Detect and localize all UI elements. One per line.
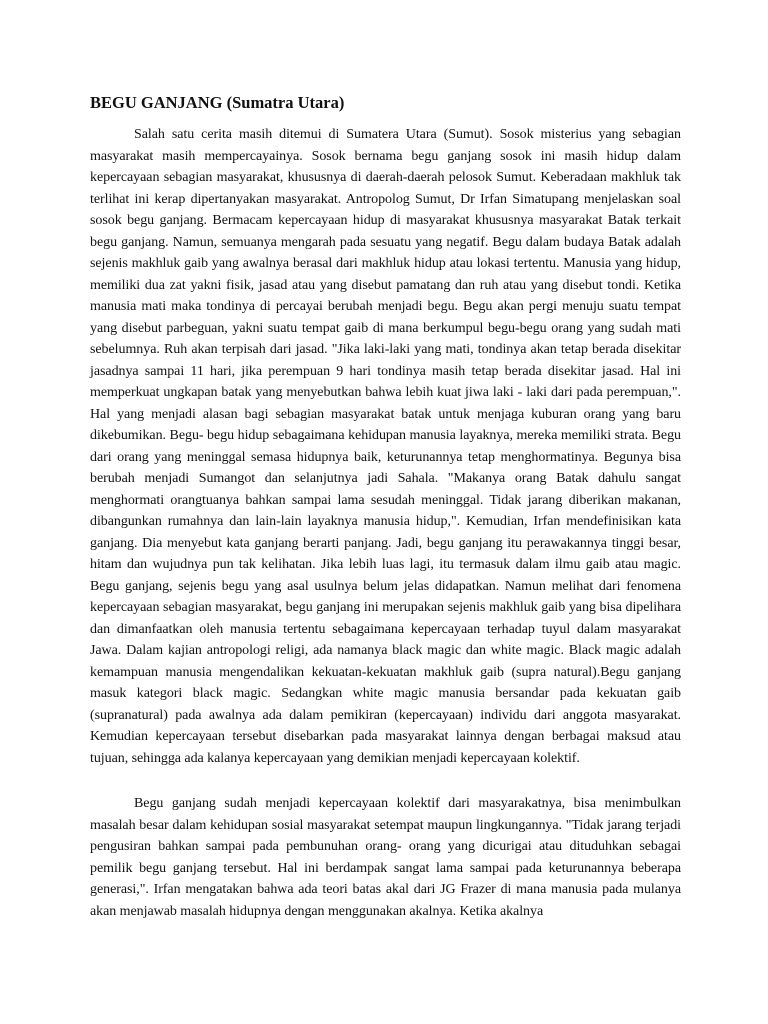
body-paragraph-2: Begu ganjang sudah menjadi kepercayaan kolektif dari masyarakatnya, bisa menimbulkan masalah besar dalam kehidupan sosial masyarakat setempat maupun lingkungannya. "Tidak jarang terjadi pengusiran bahkan sampai pada pembunuhan orang- orang yang dicurigai atau dituduhkan sebagai pemilik begu ganjang tersebut. Hal ini berdampak sangat lama sampai pada keturunannya beberapa generasi,". Irfan mengatakan bahwa ada teori batas akal dari JG Frazer di mana manusia pada mulanya akan menjawab masalah hidupnya dengan menggunakan akalnya. Ketika akalnya	[90, 796, 681, 919]
body-paragraph-1: Salah satu cerita masih ditemui di Sumatera Utara (Sumut). Sosok misterius yang sebagian masyarakat masih mempercayainya. Sosok bernama begu ganjang sosok ini masih hidup dalam kepercayaan sebagian masyarakat, khususnya di daerah-daerah pelosok Sumut. Keberadaan makhluk tak terlihat ini kerap dipertanyakan masyarakat. Antropolog Sumut, Dr Irfan Simatupang menjelaskan soal sosok begu ganjang. Bermacam kepercayaan hidup di masyarakat khususnya masyarakat Batak terkait begu ganjang. Namun, semuanya mengarah pada sesuatu yang negatif. Begu dalam budaya Batak adalah sejenis makhluk gaib yang awalnya berasal dari makhluk hidup atau lokasi tertentu. Manusia yang hidup, memiliki dua zat yakni fisik, jasad atau yang disebut pamatang dan ruh atau yang disebut tondi. Ketika manusia mati maka tondinya di percayai berubah menjadi begu. Begu akan pergi menuju suatu tempat yang disebut parbeguan, yakni suatu tempat gaib di mana berkumpul begu-begu orang yang sudah mati sebelumnya. Ruh akan terpisah dari jasad. "Jika laki-laki yang mati, tondinya akan tetap berada disekitar jasadnya sampai 11 hari, jika perempuan 9 hari tondinya masih tetap berada disekitar jasad. Hal ini memperkuat ungkapan batak yang menyebutkan bahwa lebih kuat jiwa laki - laki dari pada perempuan,". Hal yang menjadi alasan bagi sebagian masyarakat batak untuk menjaga kuburan orang yang baru dikebumikan. Begu- begu hidup sebagaimana kehidupan manusia layaknya, mereka memiliki strata. Begu dari orang yang meninggal semasa hidupnya baik, keturunannya tetap menghormatinya. Begunya bisa berubah menjadi Sumangot dan selanjutnya jadi Sahala. "Makanya orang Batak dahulu sangat menghormati orangtuanya bahkan sampai lama sesudah meninggal. Tidak jarang diberikan makanan, dibangunkan rumahnya dan lain-lain layaknya manusia hidup,". Kemudian, Irfan mendefinisikan kata ganjang. Dia menyebut kata ganjang berarti panjang. Jadi, begu ganjang itu perawakannya tinggi besar, hitam dan wujudnya pun tak kelihatan. Jika lebih luas lagi, itu termasuk dalam ilmu gaib atau magic. Begu ganjang, sejenis begu yang asal usulnya belum jelas didapatkan. Namun melihat dari fenomena kepercayaan sebagian masyarakat, begu ganjang ini merupakan sejenis makhluk gaib yang bisa dipelihara dan dimanfaatkan oleh manusia tertentu sebagaimana kepercayaan terhadap tuyul dalam masyarakat Jawa. Dalam kajian antropologi religi, ada namanya black magic dan white magic. Black magic adalah kemampuan manusia mengendalikan kekuatan-kekuatan makhluk gaib (supra natural).Begu ganjang masuk kategori black magic. Sedangkan white magic manusia bersandar pada kekuatan gaib (supranatural) pada awalnya ada dalam pemikiran (kepercayaan) individu dari anggota masyarakat. Kemudian kepercayaan tersebut disebarkan pada masyarakat lainnya dengan berbagai maksud atau tujuan, sehingga ada kalanya kepercayaan yang demikian menjadi kepercayaan kolektif.	[90, 127, 681, 766]
document-title: BEGU GANJANG (Sumatra Utara)	[90, 93, 345, 112]
